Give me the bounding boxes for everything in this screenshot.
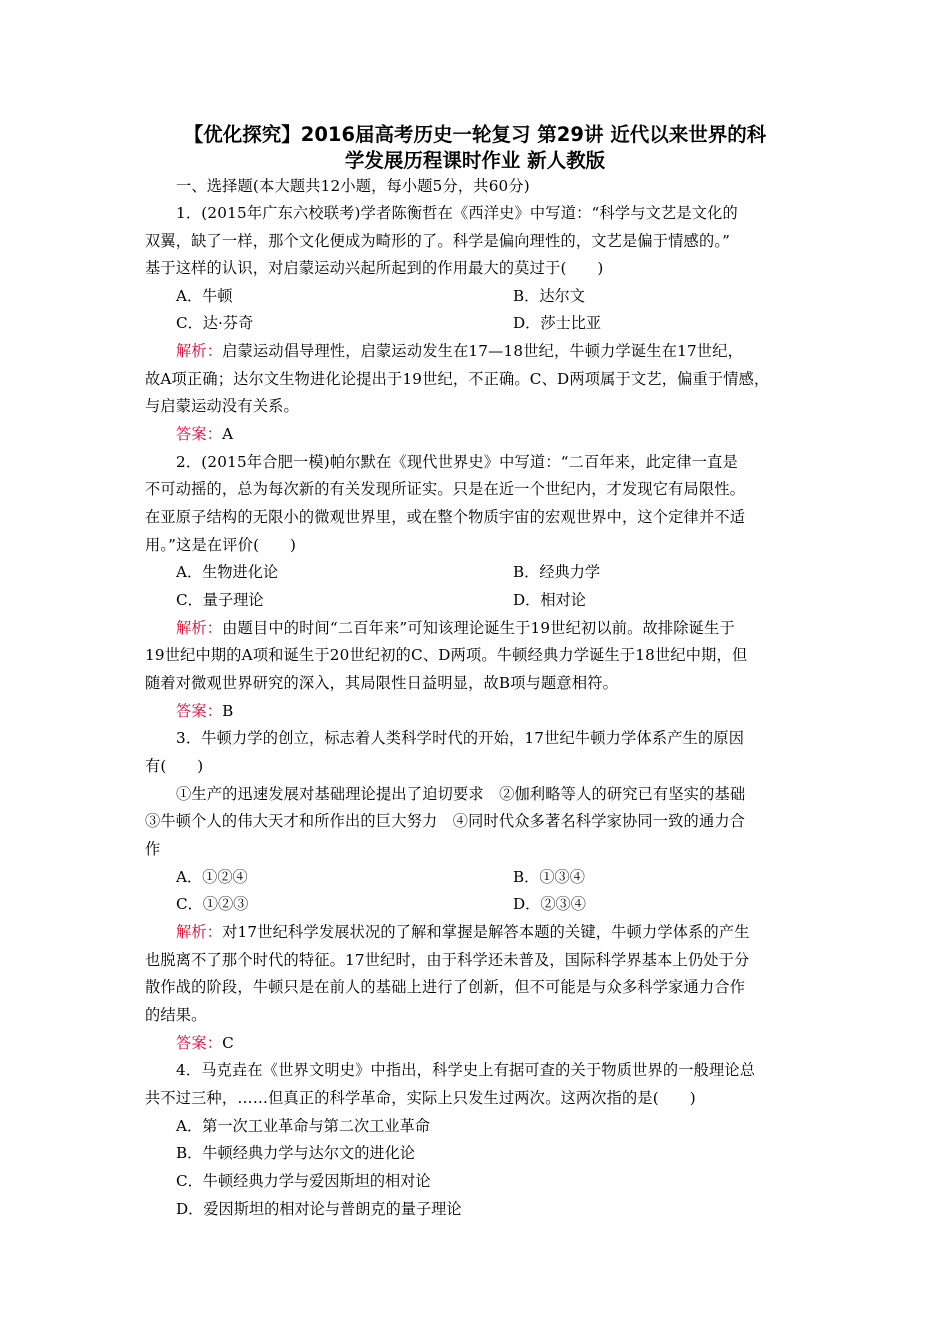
q3-option-c: C．①②③ — [176, 895, 249, 913]
q4-stem-line-2: 共不过三种，……但真正的科学革命，实际上只发生过两次。这两次指的是( ) — [145, 1089, 696, 1107]
q1-option-b: B．达尔文 — [513, 287, 585, 305]
title-line-1: 【优化探究】2016届高考历史一轮复习 第29讲 近代以来世界的科 — [183, 123, 767, 146]
answer-label: 答案： — [176, 425, 223, 443]
answer-label: 答案： — [176, 1034, 223, 1052]
q4-option-d: D．爱因斯坦的相对论与普朗克的量子理论 — [176, 1200, 462, 1218]
q3-analysis-line-2: 也脱离不了那个时代的特征。17世纪时，由于科学还未普及，国际科学界基本上仍处于分 — [145, 951, 750, 969]
q1-option-c: C．达·芬奇 — [176, 314, 254, 332]
analysis-label: 解析： — [176, 923, 223, 941]
q1-option-a: A．牛顿 — [176, 287, 233, 305]
title-line-2: 学发展历程课时作业 新人教版 — [344, 149, 606, 172]
q2-analysis-line-2: 19世纪中期的A项和诞生于20世纪初的C、D两项。牛顿经典力学诞生于18世纪中期，但 — [145, 646, 748, 664]
q1-stem-line-1: 1．(2015年广东六校联考)学者陈衡哲在《西洋史》中写道：“科学与文艺是文化的 — [176, 204, 738, 222]
q2-stem-line-2: 不可动摇的，总为每次新的有关发现所证实。只是在近一个世纪内，才发现它有局限性。 — [145, 480, 746, 498]
q3-analysis-line-1: 解析：对17世纪科学发展状况的了解和掌握是解答本题的关键，牛顿力学体系的产生 — [176, 923, 750, 941]
q4-option-b: B．牛顿经典力学与达尔文的进化论 — [176, 1144, 415, 1162]
q2-analysis-line-1: 解析：由题目中的时间“二百年来”可知该理论诞生于19世纪初以前。故排除诞生于 — [176, 619, 735, 637]
q1-option-d: D．莎士比亚 — [513, 314, 602, 332]
section-heading: 一、选择题(本大题共12小题，每小题5分，共60分) — [176, 177, 530, 195]
q3-option-a: A．①②④ — [176, 868, 248, 886]
q2-stem-line-1: 2．(2015年合肥一模)帕尔默在《现代世界史》中写道：“二百年来，此定律一直是 — [176, 453, 738, 471]
q2-answer: 答案：B — [176, 702, 234, 720]
q4-option-c: C．牛顿经典力学与爱因斯坦的相对论 — [176, 1172, 431, 1190]
q3-option-b: B．①③④ — [513, 868, 585, 886]
q2-option-a: A．生物进化论 — [176, 563, 279, 581]
q4-option-a: A．第一次工业革命与第二次工业革命 — [176, 1117, 430, 1135]
analysis-label: 解析： — [176, 342, 223, 360]
document-title — [145, 122, 805, 174]
q2-stem-line-4: 用。”这是在评价( ) — [145, 536, 297, 554]
q2-option-d: D．相对论 — [513, 591, 586, 609]
analysis-label: 解析： — [176, 619, 223, 637]
q3-stem-line-1: 3．牛顿力学的创立，标志着人类科学时代的开始，17世纪牛顿力学体系产生的原因 — [176, 729, 745, 747]
q3-option-d: D．②③④ — [513, 895, 586, 913]
q3-stem-line-2: 有( ) — [145, 757, 204, 775]
q1-analysis-line-1: 解析：启蒙运动倡导理性，启蒙运动发生在17—18世纪，牛顿力学诞生在17世纪， — [176, 342, 743, 360]
q1-answer: 答案：A — [176, 425, 234, 443]
q2-analysis-line-3: 随着对微观世界研究的深入，其局限性日益明显，故B项与题意相符。 — [145, 674, 618, 692]
q1-analysis-line-2: 故A项正确；达尔文生物进化论提出于19世纪，不正确。C、D两项属于文艺，偏重于情感， — [145, 370, 770, 388]
q3-analysis-line-3: 散作战的阶段，牛顿只是在前人的基础上进行了创新，但不可能是与众多科学家通力合作 — [145, 978, 746, 996]
q3-statement-line-3: 作 — [145, 840, 161, 858]
q2-option-b: B．经典力学 — [513, 563, 601, 581]
q2-option-c: C．量子理论 — [176, 591, 264, 609]
q1-analysis-line-3: 与启蒙运动没有关系。 — [145, 397, 299, 415]
q3-statement-line-2: ③牛顿个人的伟大天才和所作出的巨大努力 ④同时代众多著名科学家协同一致的通力合 — [145, 812, 746, 830]
q1-stem-line-3: 基于这样的认识，对启蒙运动兴起所起到的作用最大的莫过于( ) — [145, 259, 604, 277]
q2-stem-line-3: 在亚原子结构的无限小的微观世界里，或在整个物质宇宙的宏观世界中，这个定律并不适 — [145, 508, 746, 526]
answer-label: 答案： — [176, 702, 223, 720]
q4-stem-line-1: 4．马克垚在《世界文明史》中指出，科学史上有据可查的关于物质世界的一般理论总 — [176, 1061, 756, 1079]
q3-analysis-line-4: 的结果。 — [145, 1006, 207, 1024]
q3-statement-line-1: ①生产的迅速发展对基础理论提出了迫切要求 ②伽利略等人的研究已有坚实的基础 — [176, 785, 746, 803]
q3-answer: 答案：C — [176, 1034, 234, 1052]
q1-stem-line-2: 双翼，缺了一样，那个文化便成为畸形的了。科学是偏向理性的，文艺是偏于情感的。” — [145, 232, 731, 250]
